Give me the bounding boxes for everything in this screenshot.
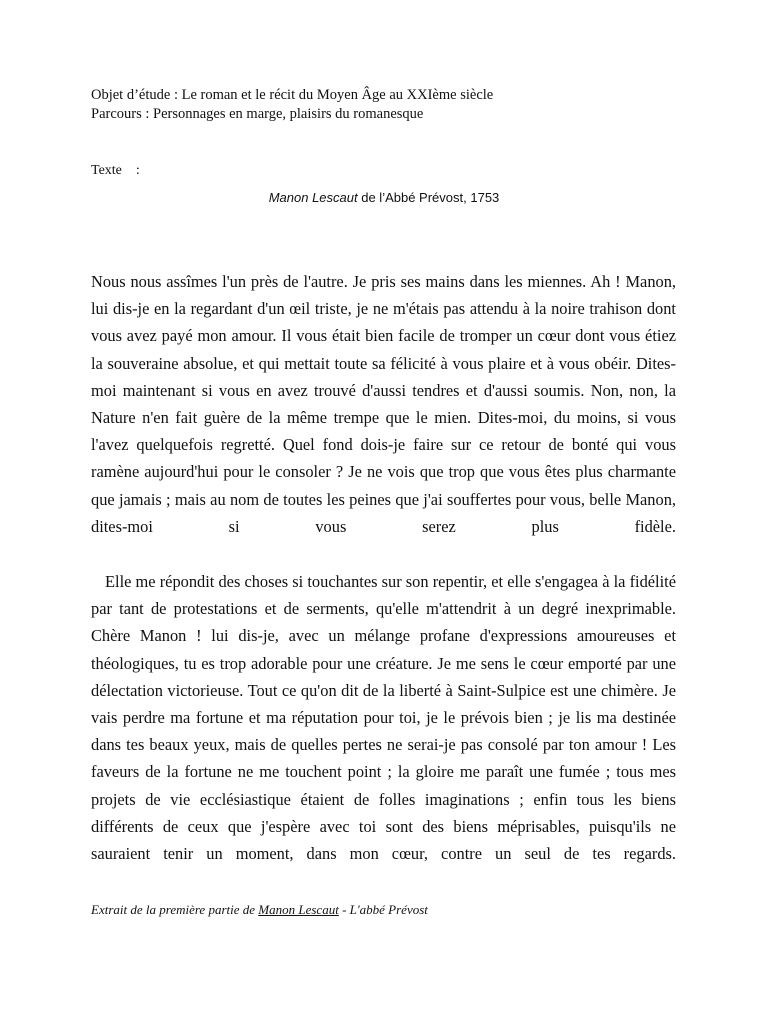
caption-suffix: - L'abbé Prévost: [338, 902, 428, 917]
paragraph-1: Nous nous assîmes l'un près de l'autre. Je pris ses mains dans les miennes. Ah ! Manon, lui dis-je en la regardant d'un œil triste, je ne m'étais pas attendu à la noire trahison dont vous avez payé mon amour. Il vous était bien facile de tromper un cœur dont vous étiez la souveraine absolue, et qui mettait toute sa félicité à vous plaire et à vous obéir. Dites-moi maintenant si vous en avez trouvé d'aussi tendres et d'aussi soumis. Non, non, la Nature n'en fait guère de la même trempe que le mien. Dites-moi, du moins, si vous l'avez quelquefois regretté. Quel fond dois-je faire sur ce retour de bonté qui vous ramène aujourd'hui pour le consoler ? Je ne vois que trop que vous êtes plus charmante que jamais ; mais au nom de toutes les peines que j'ai souffertes pour vous, belle Manon, dites-moi si vous serez plus fidèle.: [91, 272, 676, 536]
caption-prefix: Extrait de la première partie de: [91, 902, 259, 917]
paragraph-2: Elle me répondit des choses si touchantes sur son repentir, et elle s'engagea à la fidélité par tant de protestations et de serments, qu'elle m'attendrit à un degré inexprimable. Chère Manon ! lui dis-je, avec un mélange profane d'expressions amoureuses et théologiques, tu es trop adorable pour une créature. Je me sens le cœur emporté par une délectation victorieuse. Tout ce qu'on dit de la liberté à Saint-Sulpice est une chimère. Je vais perdre ma fortune et ma réputation pour toi, je le prévois bien ; je lis ma destinée dans tes beaux yeux, mais de quelles pertes ne serai-je pas consolé par ton amour ! Les faveurs de la fortune ne me touchent point ; la gloire me paraît une fumée ; tous mes projets de vie ecclésiastique étaient de folles imaginations ; enfin tous les biens différents de ceux que j'espère avec toi sont des biens méprisables, puisqu'ils ne sauraient tenir un moment, dans mon cœur, contre un seul de tes regards.: [91, 572, 676, 864]
source-line: [0, 190, 768, 205]
caption-work-title: Manon Lescaut: [258, 902, 339, 917]
document-header: [91, 86, 691, 124]
extract-caption: [91, 902, 428, 918]
source-author-date: de l’Abbé Prévost, 1753: [357, 190, 500, 205]
objet-etude: Objet d’étude : Le roman et le récit du Moyen Âge au XXIème siècle: [91, 87, 494, 103]
source-work-title: Manon Lescaut: [268, 190, 358, 205]
texte-label: Texte :: [91, 163, 140, 178]
parcours: Parcours : Personnages en marge, plaisirs du romanesque: [91, 106, 424, 122]
